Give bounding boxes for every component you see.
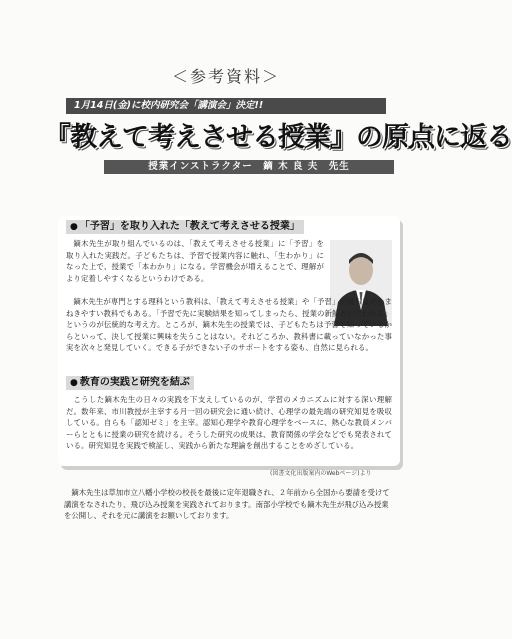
footer-paragraph: 鏑木先生は草加市立八幡小学校の校長を最後に定年退職され、２年前から全国から要請を受けて講演をなされたり、飛び込み授業を実践されております。南部小学校でも鏑木先生が飛び込み授業を公開し、それを元に講演をお願いしております。: [64, 488, 390, 521]
paragraph-3: こうした鏑木先生の日々の実践を下支えしているのが、学習のメカニズムに対する深い理解だ。数年来、市川教授が主宰する月一回の研究会に通い続け、心理学の最先端の研究知見を吸収している。自らも「認知ゼミ」を主宰。認知心理学や教育心理学をベースに、熱心な教員メンバーらとともに授業の研究を続ける。そうした研究の成果は、教育関係の学会などでも発表されている。研究知見を実践で検証し、実践から新たな理論を創出することをめざしている。: [66, 395, 392, 451]
bullet-icon: ●: [70, 222, 78, 232]
paragraph-2: 鏑木先生が専門とする理科という教科は、「教えて考えさせる授業」や「予習」が最も反発をまねきやすい教科でもある。「予習で先に実験結果を知ってしまったら、授業の新鮮さが失われる」というのが伝統的な考え方。ところが、鏑木先生の授業では、子どもたちは予習で知っているからといって、決して授業に興味を失うことはない。それどころか、教科書に載っていなかった事実を次々と発見していく。できる子ができない子のサポートをする姿も、自然に見られる。: [66, 297, 392, 353]
lecturer-line: 授業インストラクター 鏑 木 良 夫 先生: [104, 160, 394, 174]
page-heading: ＜参考資料＞: [171, 67, 280, 86]
source-note: (図書文化出版案内のWebページ)より: [270, 470, 372, 477]
section-heading-preview: ● 「予習」を取り入れた「教えて考えさせる授業」: [66, 220, 304, 234]
announcement-banner: 1月14日(金)に校内研究会「講演会」決定!!: [66, 98, 386, 114]
bullet-icon: ●: [70, 378, 78, 388]
lecture-title: 『教えて考えさせる授業』の原点に返る: [44, 122, 512, 153]
paragraph-1: 鏑木先生が取り組んでいるのは、「教えて考えさせる授業」に「予習」を取り入れた実践だ。子どもたちは、予習で授業内容に触れ、「生わかり」になった上で、授業で「本わかり」になる。学習機会が増えることで、理解がより定着しやすくなるというわけである。: [66, 239, 324, 283]
section-heading-practice: ● 教育の実践と研究を結ぶ: [66, 376, 194, 390]
